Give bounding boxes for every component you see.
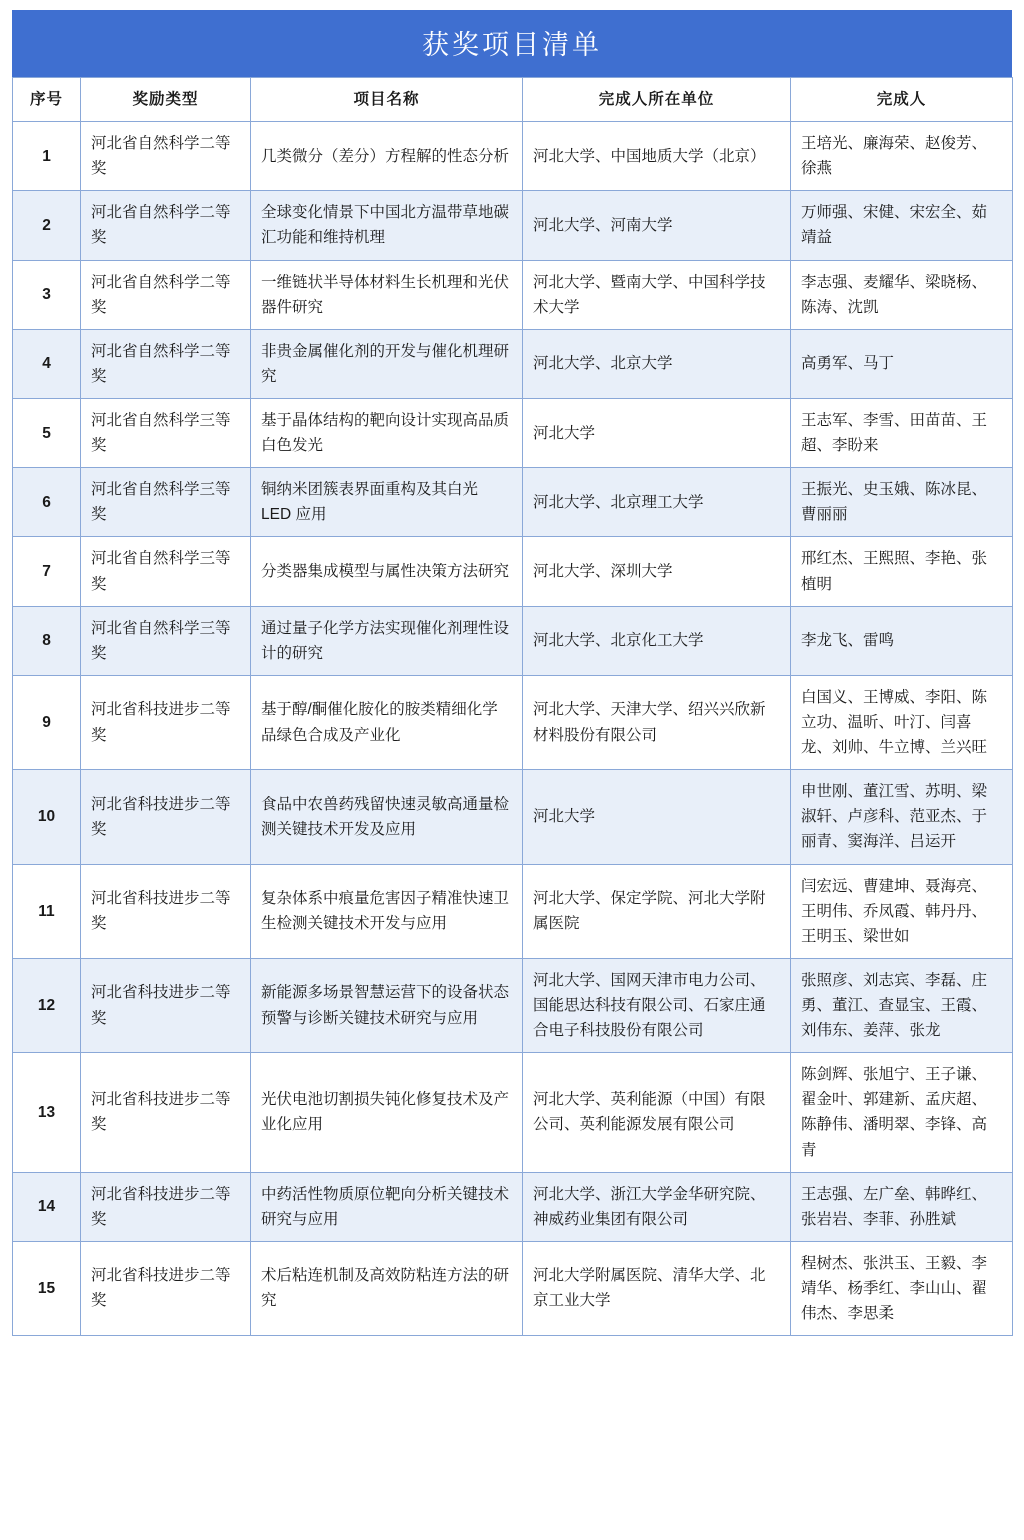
cell-award-type: 河北省自然科学二等奖: [81, 122, 251, 191]
cell-project-name: 中药活性物质原位靶向分析关键技术研究与应用: [251, 1172, 523, 1241]
cell-project-name: 分类器集成模型与属性决策方法研究: [251, 537, 523, 606]
cell-project-name: 基于晶体结构的靶向设计实现高品质白色发光: [251, 398, 523, 467]
cell-unit: 河北大学、河南大学: [523, 191, 791, 260]
column-header-people: 完成人: [791, 78, 1013, 122]
cell-index: 4: [13, 329, 81, 398]
cell-project-name: 非贵金属催化剂的开发与催化机理研究: [251, 329, 523, 398]
cell-award-type: 河北省自然科学二等奖: [81, 191, 251, 260]
cell-people: 李龙飞、雷鸣: [791, 606, 1013, 675]
cell-unit: 河北大学、北京大学: [523, 329, 791, 398]
cell-index: 15: [13, 1241, 81, 1335]
column-header-project-name: 项目名称: [251, 78, 523, 122]
table-body: [13, 122, 1013, 1336]
page-title: 获奖项目清单: [12, 10, 1012, 77]
cell-people: 王培光、廉海荣、赵俊芳、徐燕: [791, 122, 1013, 191]
cell-award-type: 河北省科技进步二等奖: [81, 770, 251, 864]
column-header-unit: 完成人所在单位: [523, 78, 791, 122]
cell-people: 闫宏远、曹建坤、聂海亮、王明伟、乔凤霞、韩丹丹、王明玉、梁世如: [791, 864, 1013, 958]
column-header-index: 序号: [13, 78, 81, 122]
cell-index: 7: [13, 537, 81, 606]
cell-index: 9: [13, 675, 81, 769]
cell-award-type: 河北省自然科学三等奖: [81, 537, 251, 606]
cell-award-type: 河北省自然科学三等奖: [81, 606, 251, 675]
cell-people: 陈剑辉、张旭宁、王子谦、翟金叶、郭建新、孟庆超、陈静伟、潘明翠、李锋、高青: [791, 1053, 1013, 1172]
table-row: [13, 260, 1013, 329]
cell-award-type: 河北省科技进步二等奖: [81, 864, 251, 958]
table-row: [13, 1053, 1013, 1172]
table-row: [13, 1172, 1013, 1241]
cell-project-name: 术后粘连机制及高效防粘连方法的研究: [251, 1241, 523, 1335]
cell-index: 6: [13, 468, 81, 537]
cell-index: 13: [13, 1053, 81, 1172]
table-row: [13, 958, 1013, 1052]
table-row: [13, 537, 1013, 606]
cell-unit: 河北大学、暨南大学、中国科学技术大学: [523, 260, 791, 329]
table-row: [13, 122, 1013, 191]
cell-project-name: 新能源多场景智慧运营下的设备状态预警与诊断关键技术研究与应用: [251, 958, 523, 1052]
cell-unit: 河北大学、浙江大学金华研究院、神威药业集团有限公司: [523, 1172, 791, 1241]
cell-award-type: 河北省自然科学二等奖: [81, 260, 251, 329]
cell-people: 万师强、宋健、宋宏全、茹靖益: [791, 191, 1013, 260]
cell-project-name: 一维链状半导体材料生长机理和光伏器件研究: [251, 260, 523, 329]
cell-index: 14: [13, 1172, 81, 1241]
cell-index: 10: [13, 770, 81, 864]
cell-award-type: 河北省科技进步二等奖: [81, 675, 251, 769]
cell-unit: 河北大学: [523, 770, 791, 864]
cell-project-name: 铜纳米团簇表界面重构及其白光 LED 应用: [251, 468, 523, 537]
cell-award-type: 河北省科技进步二等奖: [81, 1241, 251, 1335]
cell-project-name: 几类微分（差分）方程解的性态分析: [251, 122, 523, 191]
cell-people: 王振光、史玉娥、陈冰昆、曹丽丽: [791, 468, 1013, 537]
cell-award-type: 河北省自然科学二等奖: [81, 329, 251, 398]
cell-people: 白国义、王博威、李阳、陈立功、温昕、叶汀、闫喜龙、刘帅、牛立博、兰兴旺: [791, 675, 1013, 769]
table-row: [13, 398, 1013, 467]
cell-people: 王志强、左广垒、韩晔红、张岩岩、李菲、孙胜斌: [791, 1172, 1013, 1241]
cell-index: 2: [13, 191, 81, 260]
cell-unit: 河北大学、中国地质大学（北京）: [523, 122, 791, 191]
table-row: [13, 468, 1013, 537]
cell-unit: 河北大学、深圳大学: [523, 537, 791, 606]
cell-index: 11: [13, 864, 81, 958]
cell-project-name: 基于醇/酮催化胺化的胺类精细化学品绿色合成及产业化: [251, 675, 523, 769]
cell-people: 程树杰、张洪玉、王毅、李靖华、杨季红、李山山、翟伟杰、李思柔: [791, 1241, 1013, 1335]
cell-unit: 河北大学、英利能源（中国）有限公司、英利能源发展有限公司: [523, 1053, 791, 1172]
cell-project-name: 复杂体系中痕量危害因子精准快速卫生检测关键技术开发与应用: [251, 864, 523, 958]
cell-people: 申世刚、董江雪、苏明、梁淑轩、卢彦科、范亚杰、于丽青、窦海洋、吕运开: [791, 770, 1013, 864]
cell-unit: 河北大学、保定学院、河北大学附属医院: [523, 864, 791, 958]
column-header-award-type: 奖励类型: [81, 78, 251, 122]
cell-project-name: 食品中农兽药残留快速灵敏高通量检测关键技术开发及应用: [251, 770, 523, 864]
table-row: [13, 770, 1013, 864]
cell-project-name: 全球变化情景下中国北方温带草地碳汇功能和维持机理: [251, 191, 523, 260]
cell-people: 高勇军、马丁: [791, 329, 1013, 398]
table-row: [13, 864, 1013, 958]
cell-award-type: 河北省自然科学三等奖: [81, 398, 251, 467]
cell-people: 邢红杰、王熙照、李艳、张植明: [791, 537, 1013, 606]
cell-people: 李志强、麦耀华、梁晓杨、陈涛、沈凯: [791, 260, 1013, 329]
award-table: [12, 77, 1013, 1336]
cell-award-type: 河北省科技进步二等奖: [81, 958, 251, 1052]
cell-award-type: 河北省科技进步二等奖: [81, 1172, 251, 1241]
table-header: [13, 78, 1013, 122]
cell-project-name: 通过量子化学方法实现催化剂理性设计的研究: [251, 606, 523, 675]
cell-unit: 河北大学、国网天津市电力公司、国能思达科技有限公司、石家庄通合电子科技股份有限公司: [523, 958, 791, 1052]
cell-unit: 河北大学、北京理工大学: [523, 468, 791, 537]
cell-index: 5: [13, 398, 81, 467]
table-row: [13, 329, 1013, 398]
cell-index: 8: [13, 606, 81, 675]
cell-unit: 河北大学、北京化工大学: [523, 606, 791, 675]
table-row: [13, 1241, 1013, 1335]
cell-project-name: 光伏电池切割损失钝化修复技术及产业化应用: [251, 1053, 523, 1172]
cell-award-type: 河北省自然科学三等奖: [81, 468, 251, 537]
cell-award-type: 河北省科技进步二等奖: [81, 1053, 251, 1172]
table-header-row: [13, 78, 1013, 122]
cell-unit: 河北大学、天津大学、绍兴兴欣新材料股份有限公司: [523, 675, 791, 769]
cell-index: 1: [13, 122, 81, 191]
cell-index: 3: [13, 260, 81, 329]
cell-people: 王志军、李雪、田苗苗、王超、李盼来: [791, 398, 1013, 467]
cell-index: 12: [13, 958, 81, 1052]
table-row: [13, 606, 1013, 675]
table-row: [13, 675, 1013, 769]
cell-people: 张照彦、刘志宾、李磊、庄勇、董江、查显宝、王霞、刘伟东、姜萍、张龙: [791, 958, 1013, 1052]
cell-unit: 河北大学: [523, 398, 791, 467]
cell-unit: 河北大学附属医院、清华大学、北京工业大学: [523, 1241, 791, 1335]
table-row: [13, 191, 1013, 260]
